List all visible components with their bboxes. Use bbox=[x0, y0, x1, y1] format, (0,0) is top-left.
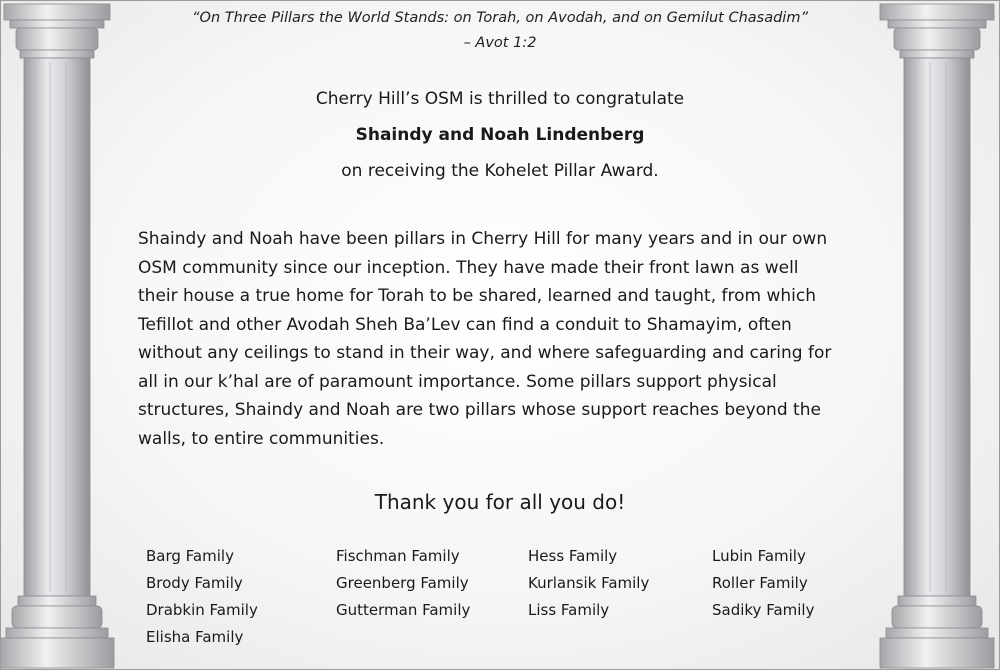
tribute-line: walls, to entire communities. bbox=[138, 428, 385, 449]
tribute-line: Tefillot and other Avodah Sheh Ba’Lev can find a conduit to Shamayim, often bbox=[138, 314, 792, 335]
family-name: Hess Family bbox=[528, 547, 618, 565]
family-name: Drabkin Family bbox=[146, 601, 258, 619]
family-list-column-1 bbox=[146, 543, 258, 651]
family-list-column-2 bbox=[336, 543, 470, 624]
left-pillar-image bbox=[0, 0, 120, 670]
family-name: Greenberg Family bbox=[336, 574, 469, 592]
intro-line: Cherry Hill’s OSM is thrilled to congratulate bbox=[315, 89, 685, 109]
family-name: Barg Family bbox=[146, 547, 234, 565]
family-list-column-3 bbox=[528, 543, 649, 624]
tribute-line: OSM community since our inception. They have made their front lawn as well bbox=[138, 257, 799, 278]
tribute-line: Shaindy and Noah have been pillars in Cherry Hill for many years and in our own bbox=[138, 229, 828, 249]
family-name: Liss Family bbox=[528, 601, 610, 619]
tribute-line: structures, Shaindy and Noah are two pillars whose support reaches beyond the bbox=[138, 400, 821, 420]
family-name: Fischman Family bbox=[336, 547, 460, 565]
tribute-paragraph bbox=[138, 225, 862, 453]
family-name: Lubin Family bbox=[712, 547, 806, 565]
right-pillar-image bbox=[874, 0, 1000, 670]
tribute-line: without any ceilings to stand in their way, and where safeguarding and caring for bbox=[138, 343, 832, 363]
family-list-column-4 bbox=[712, 543, 814, 624]
family-name: Roller Family bbox=[712, 574, 808, 592]
family-name: Sadiky Family bbox=[712, 601, 815, 619]
family-name: Brody Family bbox=[146, 574, 243, 592]
thank-you-line: Thank you for all you do! bbox=[374, 490, 626, 514]
award-line: on receiving the Kohelet Pillar Award. bbox=[341, 161, 659, 181]
epigraph-quote: “On Three Pillars the World Stands: on Torah, on Avodah, and on Gemilut Chasadim” bbox=[192, 10, 808, 26]
family-name: Kurlansik Family bbox=[528, 574, 650, 592]
family-name: Elisha Family bbox=[146, 628, 244, 646]
family-name: Gutterman Family bbox=[336, 601, 471, 619]
tribute-line: all in our k’hal are of paramount importance. Some pillars support physical bbox=[138, 371, 777, 392]
honorees-name: Shaindy and Noah Lindenberg bbox=[355, 125, 645, 145]
epigraph-source: – Avot 1:2 bbox=[463, 35, 537, 51]
tribute-line: their house a true home for Torah to be shared, learned and taught, from which bbox=[138, 286, 816, 306]
